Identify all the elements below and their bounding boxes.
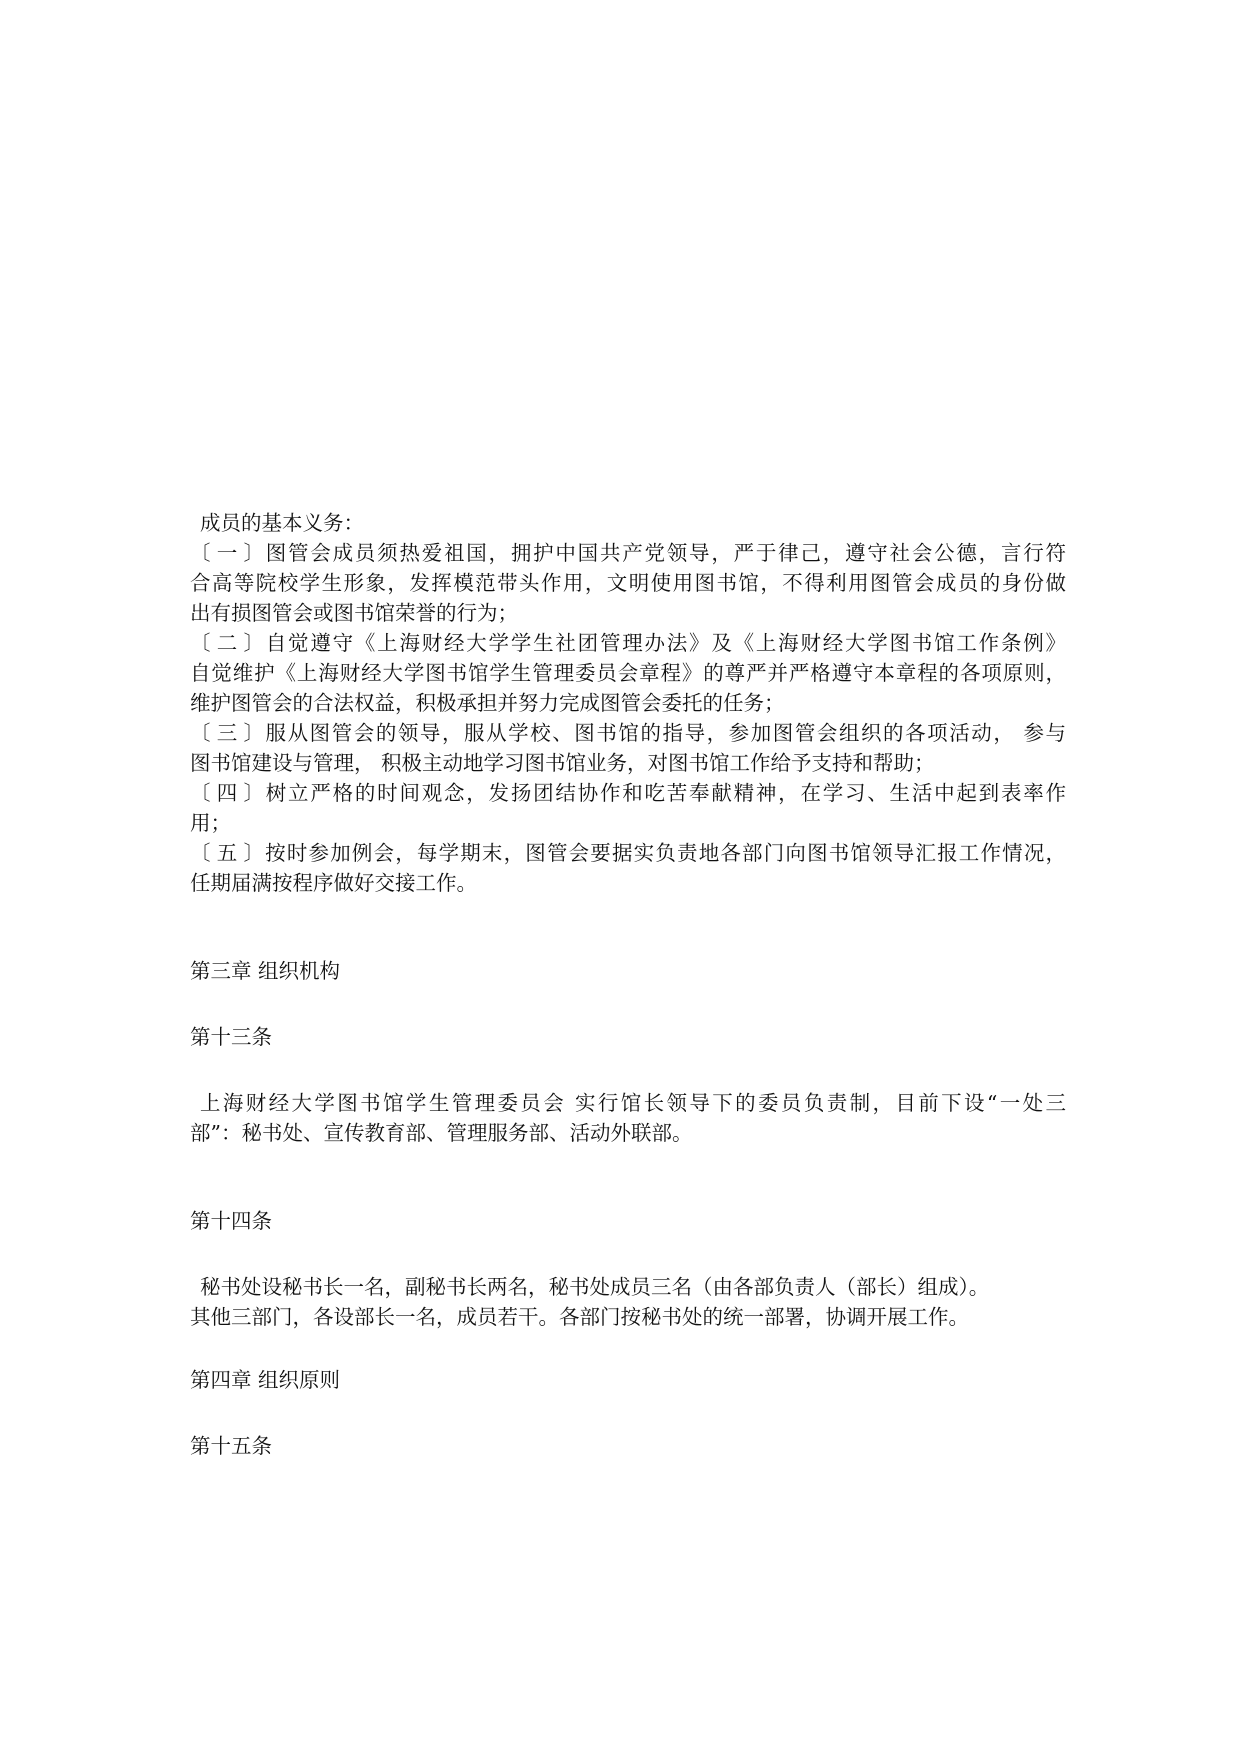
duty-item-1-marker: 〔一〕 [190, 541, 264, 565]
duty-item-1-line-2: 合高等院校学生形象，发挥模范带头作用，文明使用图书馆，不得利用图管会成员的身份做 [190, 571, 1066, 595]
duty-item-4-line-1 [190, 778, 1066, 808]
duty-item-5-marker: 〔五〕 [190, 841, 264, 865]
duty-item-1-text-1: 图管会成员须热爱祖国，拥护中国共产党领导，严于律己，遵守社会公德，言行符 [264, 541, 1066, 565]
spacer [190, 1236, 1066, 1272]
chapter-3-title: 第三章 组织机构 [190, 959, 341, 983]
duties-heading: 成员的基本义务： [200, 511, 364, 535]
duty-item-4-text-1: 树立严格的时间观念，发扬团结协作和吃苦奉献精神，在学习、生活中起到表率作 [264, 781, 1066, 805]
duty-item-2-line-1 [190, 628, 1066, 658]
duty-item-2-line-3: 维护图管会的合法权益，积极承担并努力完成图管会委托的任务； [190, 691, 785, 715]
document-body [190, 508, 1066, 1461]
spacer [190, 986, 1066, 1022]
article-13-line-2: 部”：秘书处、宣传教育部、管理服务部、活动外联部。 [190, 1121, 693, 1145]
duty-item-2-text-1: 自觉遵守《上海财经大学学生社团管理办法》及《上海财经大学图书馆工作条例》 [264, 631, 1066, 655]
duty-item-1-line-3: 出有损图管会或图书馆荣誉的行为； [190, 601, 518, 625]
spacer [190, 1052, 1066, 1088]
duty-item-2-marker: 〔二〕 [190, 631, 264, 655]
duty-item-5-text-1: 按时参加例会，每学期末，图管会要据实负责地各部门向图书馆领导汇报工作情况， [264, 841, 1066, 865]
spacer [190, 1332, 1066, 1365]
duty-item-1-line-1 [190, 538, 1066, 568]
duty-item-3-text-1: 服从图管会的领导，服从学校、图书馆的指导，参加图管会组织的各项活动， 参与 [264, 721, 1066, 745]
article-13-line-1: 上海财经大学图书馆学生管理委员会 实行馆长领导下的委员负责制，目前下设“一处三 [200, 1091, 1066, 1115]
duty-item-4-marker: 〔四〕 [190, 781, 264, 805]
article-14-title: 第十四条 [190, 1209, 272, 1233]
spacer [190, 898, 1066, 956]
spacer [190, 1395, 1066, 1431]
duty-item-3-line-2: 图书馆建设与管理， 积极主动地学习图书馆业务，对图书馆工作给予支持和帮助； [190, 751, 935, 775]
duty-item-3-line-1 [190, 718, 1066, 748]
duty-item-4-line-2: 用； [190, 811, 231, 835]
article-14-line-1: 秘书处设秘书长一名，副秘书长两名，秘书处成员三名（由各部负责人（部长）组成）。 [200, 1275, 990, 1299]
duty-item-5-line-1 [190, 838, 1066, 868]
spacer [190, 1148, 1066, 1206]
article-15-title: 第十五条 [190, 1434, 272, 1458]
chapter-4-title: 第四章 组织原则 [190, 1368, 341, 1392]
article-13-title: 第十三条 [190, 1025, 272, 1049]
article-14-line-2: 其他三部门，各设部长一名，成员若干。各部门按秘书处的统一部署，协调开展工作。 [190, 1305, 969, 1329]
duty-item-5-line-2: 任期届满按程序做好交接工作。 [190, 871, 477, 895]
duty-item-3-marker: 〔三〕 [190, 721, 264, 745]
duty-item-2-line-2: 自觉维护《上海财经大学图书馆学生管理委员会章程》的尊严并严格遵守本章程的各项原则， [190, 661, 1066, 685]
